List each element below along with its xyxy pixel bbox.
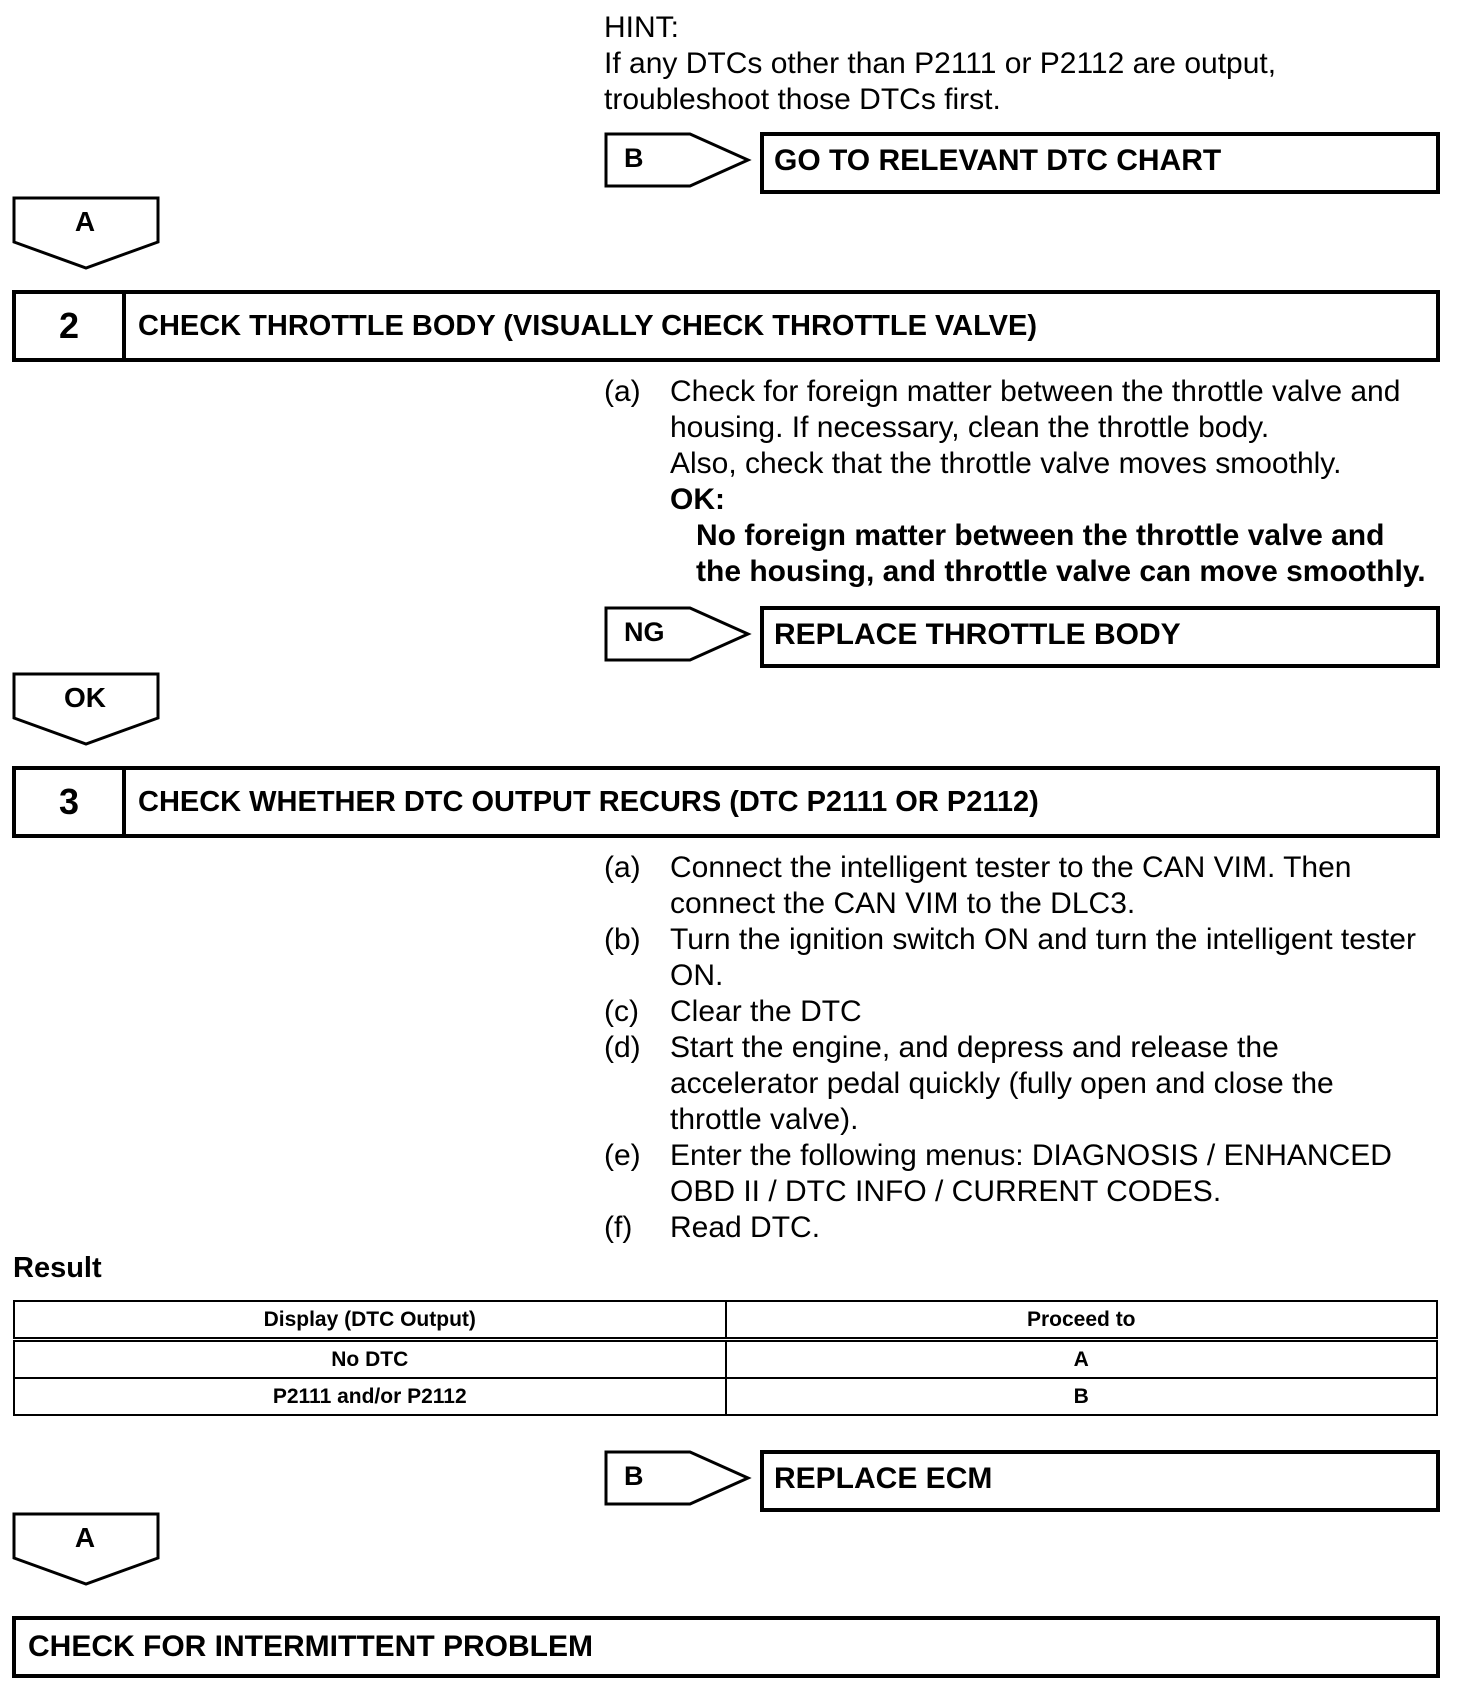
ok-line-2: the housing, and throttle valve can move smoothly.: [696, 555, 1426, 588]
item-line: OBD II / DTC INFO / CURRENT CODES.: [670, 1175, 1222, 1208]
item-line: Clear the DTC: [670, 995, 862, 1028]
go-to-relevant-dtc-chart: GO TO RELEVANT DTC CHART: [760, 132, 1440, 194]
step-3-header: [12, 766, 1440, 838]
item-letter: (c): [604, 995, 639, 1028]
ok-label: OK:: [670, 483, 725, 516]
item-line: Connect the intelligent tester to the CAN VIM. Then: [670, 851, 1352, 884]
hint-title: HINT:: [604, 11, 679, 44]
step-3-item-b: [604, 922, 1434, 994]
table-header-row: [14, 1301, 1437, 1340]
result-title: Result: [13, 1252, 102, 1284]
item-letter: (a): [604, 375, 641, 408]
check-for-intermittent-problem: CHECK FOR INTERMITTENT PROBLEM: [12, 1616, 1440, 1678]
step-3-item-d: [604, 1030, 1434, 1138]
item-letter: (e): [604, 1139, 641, 1172]
down-arrow-ok-label: OK: [64, 682, 106, 713]
item-letter: (b): [604, 923, 641, 956]
down-arrow-a-label: A: [74, 206, 96, 237]
item-letter: (d): [604, 1031, 641, 1064]
item-line: connect the CAN VIM to the DLC3.: [670, 887, 1136, 920]
step-3-item-e: [604, 1138, 1434, 1210]
branch-b-label-2: B: [624, 1461, 644, 1491]
step-3-number: 3: [16, 770, 126, 834]
branch-b-arrow-2: [604, 1450, 754, 1506]
step-3-item-f: [604, 1210, 1434, 1246]
table-cell: P2111 and/or P2112: [14, 1378, 726, 1415]
table-row: [14, 1340, 1437, 1379]
item-letter: (a): [604, 851, 641, 884]
hint-line-1: If any DTCs other than P2111 or P2112 are output,: [604, 47, 1277, 80]
item-letter: (f): [604, 1211, 633, 1244]
step-2-header: [12, 290, 1440, 362]
ok-line-1: No foreign matter between the throttle valve and: [696, 519, 1385, 552]
step-3-item-c: [604, 994, 1434, 1030]
item-line: Also, check that the throttle valve moves smoothly.: [670, 447, 1342, 480]
result-table: [13, 1300, 1438, 1416]
step-2-item-a: [604, 374, 1434, 484]
hint-line-2: troubleshoot those DTCs first.: [604, 83, 1001, 116]
item-line: housing. If necessary, clean the throttle body.: [670, 411, 1270, 444]
item-line: Check for foreign matter between the throttle valve and: [670, 375, 1401, 408]
step-2-title: CHECK THROTTLE BODY (VISUALLY CHECK THROTTLE VALVE): [138, 309, 1038, 342]
table-header-cell: Proceed to: [726, 1301, 1438, 1340]
item-line: ON.: [670, 959, 724, 992]
table-cell: No DTC: [14, 1340, 726, 1379]
table-cell: A: [726, 1340, 1438, 1379]
down-arrow-a: [12, 196, 160, 270]
step-3-item-a: [604, 850, 1434, 922]
down-arrow-a-2-label: A: [74, 1522, 96, 1553]
branch-ng-label: NG: [624, 617, 665, 647]
step-2-number: 2: [16, 294, 126, 358]
table-cell: B: [726, 1378, 1438, 1415]
item-line: Start the engine, and depress and release the: [670, 1031, 1279, 1064]
replace-throttle-body: REPLACE THROTTLE BODY: [760, 606, 1440, 668]
table-header-cell: Display (DTC Output): [14, 1301, 726, 1340]
down-arrow-ok: [12, 672, 160, 746]
item-line: Turn the ignition switch ON and turn the intelligent tester: [670, 923, 1416, 956]
table-row: [14, 1378, 1437, 1415]
step-3-title: CHECK WHETHER DTC OUTPUT RECURS (DTC P2111 OR P2112): [138, 785, 1039, 818]
branch-ng-arrow: [604, 606, 754, 662]
branch-b-arrow: [604, 132, 754, 188]
item-line: accelerator pedal quickly (fully open and close the: [670, 1067, 1334, 1100]
item-line: throttle valve).: [670, 1103, 859, 1136]
item-line: Read DTC.: [670, 1211, 821, 1244]
replace-ecm: REPLACE ECM: [760, 1450, 1440, 1512]
down-arrow-a-2: [12, 1512, 160, 1586]
branch-b-label: B: [624, 143, 644, 173]
item-line: Enter the following menus: DIAGNOSIS / ENHANCED: [670, 1139, 1392, 1172]
